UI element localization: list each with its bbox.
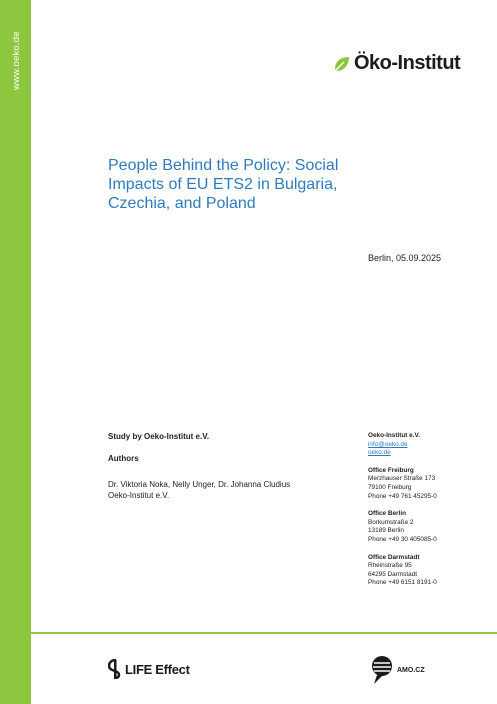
office-darmstadt-city: 64295 Darmstadt [368,570,418,578]
office-darmstadt-heading: Office Darmstadt [368,553,420,561]
office-darmstadt-phone: Phone +49 6151 8191-0 [368,579,437,587]
oeko-institut-logo [333,52,460,75]
amo-logo [370,654,425,686]
sidebar-url: www.oeko.de [11,31,22,90]
amo-text: AMO.CZ [397,666,425,674]
title-line-2: Impacts of EU ETS2 in Bulgaria, [108,176,338,193]
place-date: Berlin, 05.09.2025 [368,253,442,263]
study-by: Study by Oeko-Institut e.V. [108,432,210,441]
office-berlin-heading: Office Berlin [368,510,406,518]
office-berlin-street: Borkumstraße 2 [368,518,414,526]
authors-block [108,479,290,501]
office-freiburg-street: Merzhauser Straße 173 [368,475,436,483]
office-freiburg-phone: Phone +49 761 45295-0 [368,492,437,500]
logo-text: Öko-Institut [354,52,461,74]
office-darmstadt-street: Rheinstraße 95 [368,562,412,570]
contact-block [368,432,488,588]
footer-divider [31,632,497,634]
office-freiburg-heading: Office Freiburg [368,466,414,474]
office-berlin-city: 13189 Berlin [368,527,404,535]
leaf-icon [333,55,351,73]
life-effect-text: LIFE Effect [125,661,190,677]
title-line-3: Czechia, and Poland [108,195,256,212]
author-names: Dr. Viktoria Noka, Nelly Unger, Dr. Johanna Cludius [108,480,291,489]
title-line-1: People Behind the Policy: Social [108,157,339,174]
contact-org: Oeko-Institut e.V. [368,432,420,439]
authors-heading: Authors [108,454,139,463]
office-berlin-phone: Phone +49 30 405085-0 [368,535,437,543]
life-icon [108,659,122,679]
office-freiburg-city: 79100 Freiburg [368,483,412,491]
sidebar-band [0,0,31,704]
author-org: Oeko-Institut e.V. [108,491,170,500]
amo-icon [370,654,394,686]
website-link[interactable]: oeko.de [368,449,391,457]
document-title [108,156,378,213]
email-link[interactable]: info@oeko.de [368,440,408,448]
life-effect-logo [108,659,190,679]
